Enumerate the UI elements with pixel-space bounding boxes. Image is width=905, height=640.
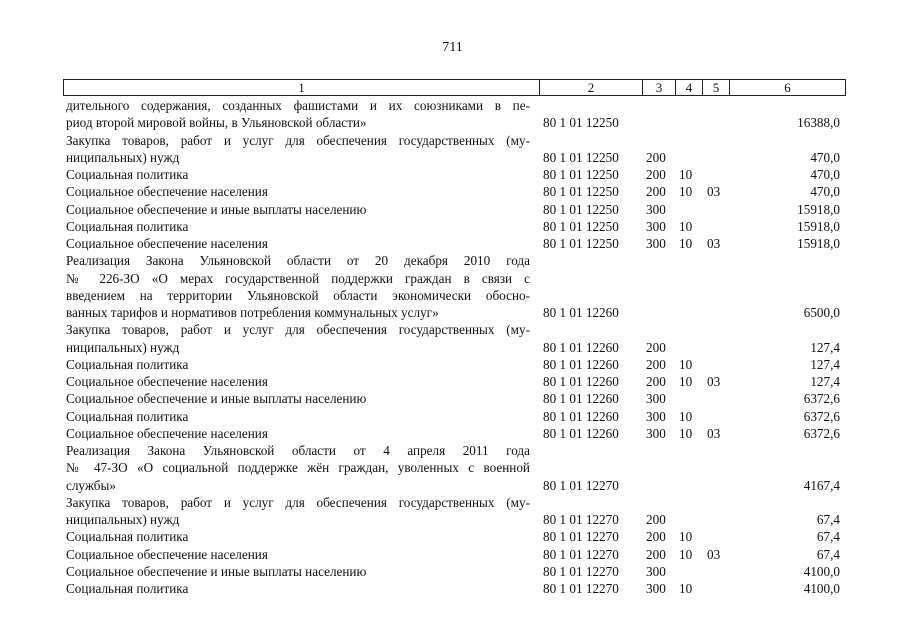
row-description: Социальная политика	[66, 581, 189, 596]
row-code: 80 1 01 12260	[543, 356, 619, 372]
row-code: 80 1 01 12250	[543, 218, 619, 234]
row-description: Реализация Закона Ульяновской области от 20 декабря 2010 года	[66, 253, 530, 269]
table-row	[0, 149, 905, 166]
header-col-6: 6	[729, 80, 845, 95]
header-col-2: 2	[539, 80, 642, 95]
row-col-3: 200	[646, 184, 666, 200]
row-amount: 6372,6	[803, 425, 840, 441]
row-amount: 4167,4	[803, 477, 840, 493]
table-row	[0, 563, 905, 580]
row-description: Социальное обеспечение населения	[66, 374, 268, 389]
table-row	[0, 270, 905, 287]
row-amount: 470,0	[810, 149, 840, 165]
row-description: № 47-ЗО «О социальной поддержке жён граждан, уволенных с военной	[66, 460, 530, 476]
table-row	[0, 459, 905, 476]
row-amount: 4100,0	[803, 581, 840, 596]
row-col-3: 300	[646, 581, 666, 596]
header-col-3: 3	[642, 80, 675, 95]
row-col-4: 10	[679, 425, 693, 441]
row-description: введением на территории Ульяновской области экономически обосно-	[66, 287, 530, 303]
row-code: 80 1 01 12260	[543, 425, 619, 441]
row-col-4: 10	[679, 356, 693, 372]
table-row	[0, 321, 905, 338]
row-code: 80 1 01 12270	[543, 512, 619, 527]
row-code: 80 1 01 12250	[543, 201, 619, 217]
row-col-4: 10	[679, 184, 693, 200]
row-description: службы»	[66, 477, 116, 493]
row-description: Социальная политика	[66, 408, 189, 424]
row-col-4: 10	[679, 529, 693, 545]
table-row	[0, 218, 905, 235]
row-amount: 67,4	[816, 512, 840, 527]
row-col-5: 03	[707, 374, 721, 389]
row-description: Социальное обеспечение и иные выплаты населению	[66, 563, 367, 579]
row-code: 80 1 01 12270	[543, 581, 619, 596]
table-row	[0, 252, 905, 269]
row-amount: 67,4	[816, 529, 840, 545]
table-row	[0, 166, 905, 183]
row-code: 80 1 01 12260	[543, 305, 619, 320]
table-row	[0, 235, 905, 252]
row-col-4: 10	[679, 581, 693, 596]
table-row	[0, 546, 905, 563]
row-description: риод второй мировой войны, в Ульяновской области»	[66, 115, 367, 131]
row-description: Закупка товаров, работ и услуг для обеспечения государственных (му-	[66, 132, 530, 148]
table-header	[63, 79, 846, 96]
row-code: 80 1 01 12250	[543, 184, 619, 200]
row-amount: 127,4	[810, 374, 840, 389]
table-row	[0, 390, 905, 407]
row-description: Социальное обеспечение и иные выплаты населению	[66, 391, 367, 407]
row-amount: 6372,6	[803, 391, 840, 407]
row-amount: 4100,0	[803, 563, 840, 579]
row-col-3: 300	[646, 425, 666, 441]
row-description: Реализация Закона Ульяновской области от 4 апреля 2011 года	[66, 443, 530, 458]
row-col-3: 200	[646, 374, 666, 389]
table-row	[0, 183, 905, 200]
table-row	[0, 114, 905, 131]
table-row	[0, 373, 905, 390]
row-amount: 16388,0	[797, 115, 840, 131]
table-row	[0, 580, 905, 597]
row-description: Социальное обеспечение населения	[66, 425, 268, 441]
row-code: 80 1 01 12260	[543, 391, 619, 407]
table-row	[0, 201, 905, 218]
row-code: 80 1 01 12250	[543, 167, 619, 182]
row-amount: 470,0	[810, 167, 840, 182]
table-row	[0, 356, 905, 373]
row-code: 80 1 01 12250	[543, 236, 619, 251]
row-col-5: 03	[707, 546, 721, 562]
row-code: 80 1 01 12270	[543, 477, 619, 493]
row-description: Социальное обеспечение населения	[66, 236, 268, 251]
table-row	[0, 408, 905, 425]
row-code: 80 1 01 12250	[543, 115, 619, 131]
row-amount: 127,4	[810, 339, 840, 355]
row-col-4: 10	[679, 236, 693, 251]
row-amount: 470,0	[810, 184, 840, 200]
table-row	[0, 97, 905, 114]
row-col-3: 200	[646, 356, 666, 372]
row-col-3: 200	[646, 167, 666, 182]
row-code: 80 1 01 12270	[543, 529, 619, 545]
row-col-3: 300	[646, 201, 666, 217]
row-amount: 15918,0	[797, 218, 840, 234]
row-amount: 127,4	[810, 356, 840, 372]
table-row	[0, 511, 905, 528]
row-col-4: 10	[679, 374, 693, 389]
table-row	[0, 287, 905, 304]
header-col-4: 4	[675, 80, 702, 95]
row-description: Социальная политика	[66, 356, 189, 372]
row-col-4: 10	[679, 167, 693, 182]
row-col-3: 200	[646, 546, 666, 562]
table-row	[0, 528, 905, 545]
row-col-4: 10	[679, 408, 693, 424]
row-amount: 15918,0	[797, 236, 840, 251]
row-col-3: 200	[646, 149, 666, 165]
row-col-3: 200	[646, 339, 666, 355]
row-code: 80 1 01 12260	[543, 408, 619, 424]
row-description: ниципальных) нужд	[66, 149, 180, 165]
row-code: 80 1 01 12260	[543, 339, 619, 355]
row-amount: 6372,6	[803, 408, 840, 424]
row-description: Социальное обеспечение населения	[66, 546, 268, 562]
table-row	[0, 132, 905, 149]
row-description: Социальная политика	[66, 529, 189, 545]
row-code: 80 1 01 12250	[543, 149, 619, 165]
row-col-5: 03	[707, 236, 721, 251]
row-code: 80 1 01 12270	[543, 563, 619, 579]
row-description: Закупка товаров, работ и услуг для обеспечения государственных (му-	[66, 322, 530, 338]
table-row	[0, 425, 905, 442]
row-description: Социальная политика	[66, 218, 189, 234]
row-col-5: 03	[707, 184, 721, 200]
row-amount: 6500,0	[803, 305, 840, 320]
row-col-3: 200	[646, 529, 666, 545]
row-col-3: 300	[646, 391, 666, 407]
row-description: Социальное обеспечение населения	[66, 184, 268, 200]
row-description: ниципальных) нужд	[66, 512, 180, 527]
row-description: № 226-ЗО «О мерах государственной поддержки граждан в связи с	[66, 270, 530, 286]
row-amount: 15918,0	[797, 201, 840, 217]
table-row	[0, 477, 905, 494]
row-col-3: 200	[646, 512, 666, 527]
row-col-3: 300	[646, 563, 666, 579]
row-code: 80 1 01 12260	[543, 374, 619, 389]
table-row	[0, 304, 905, 321]
row-description: ванных тарифов и нормативов потребления коммунальных услуг»	[66, 305, 439, 320]
row-description: Закупка товаров, работ и услуг для обеспечения государственных (му-	[66, 494, 530, 510]
header-col-5: 5	[702, 80, 729, 95]
header-col-1: 1	[298, 80, 305, 95]
row-description: ниципальных) нужд	[66, 339, 180, 355]
row-col-4: 10	[679, 218, 693, 234]
row-col-3: 300	[646, 218, 666, 234]
row-col-5: 03	[707, 425, 721, 441]
row-amount: 67,4	[816, 546, 840, 562]
row-col-4: 10	[679, 546, 693, 562]
page-number: 711	[442, 40, 463, 55]
row-col-3: 300	[646, 408, 666, 424]
row-code: 80 1 01 12270	[543, 546, 619, 562]
table-row	[0, 339, 905, 356]
row-description: дительного содержания, созданных фашистами и их союзниками в пе-	[66, 98, 530, 113]
row-description: Социальное обеспечение и иные выплаты населению	[66, 201, 367, 217]
table-row	[0, 442, 905, 459]
table-row	[0, 494, 905, 511]
row-description: Социальная политика	[66, 167, 189, 182]
row-col-3: 300	[646, 236, 666, 251]
